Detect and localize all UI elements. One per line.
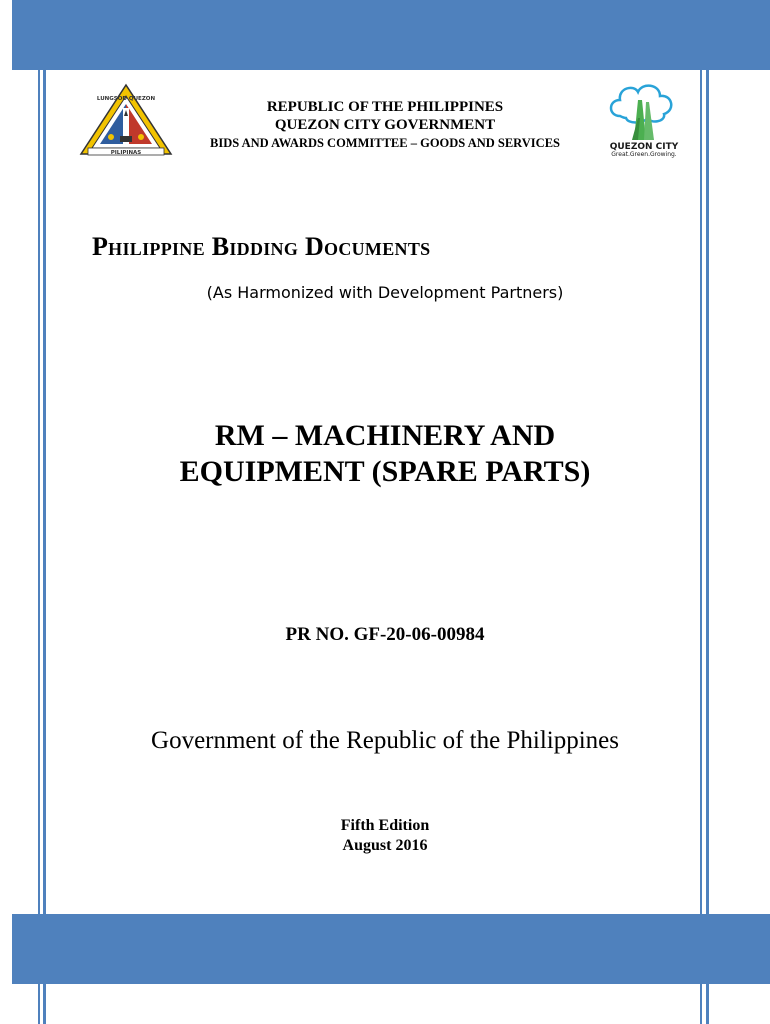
- project-title: [60, 418, 710, 490]
- left-border-line-inner: [43, 0, 46, 1024]
- left-border-line-outer: [38, 0, 40, 1024]
- right-border-line-inner: [700, 0, 702, 1024]
- header-city-government: QUEZON CITY GOVERNMENT: [274, 117, 496, 133]
- seal-top-text: LUNGSOD QUEZON: [96, 96, 156, 102]
- header-bac: BIDS AND AWARDS COMMITTEE – GOODS AND SERVICES: [210, 136, 560, 150]
- seal-bottom-text: PILIPINAS: [110, 150, 142, 156]
- pr-number: PR NO. GF-20-06-00984: [285, 624, 485, 645]
- right-border-line-outer: [706, 0, 709, 1024]
- logo-city-name: QUEZON CITY: [609, 142, 679, 152]
- document-subtitle: (As Harmonized with Development Partners): [206, 283, 564, 302]
- bottom-blue-band: [12, 914, 770, 984]
- government-name: Government of the Republic of the Philippines: [151, 727, 619, 754]
- edition-date: August 2016: [342, 837, 428, 854]
- project-title-line2: EQUIPMENT (SPARE PARTS): [179, 455, 591, 488]
- edition-block: [0, 816, 770, 856]
- logo-tagline: Great.Green.Growing.: [611, 151, 677, 158]
- header-republic: REPUBLIC OF THE PHILIPPINES: [266, 99, 504, 115]
- edition-label: Fifth Edition: [340, 817, 430, 834]
- top-blue-band: [12, 0, 770, 70]
- project-title-line1: RM – MACHINERY AND: [214, 419, 556, 452]
- document-title: Philippine Bidding Documents: [92, 232, 431, 261]
